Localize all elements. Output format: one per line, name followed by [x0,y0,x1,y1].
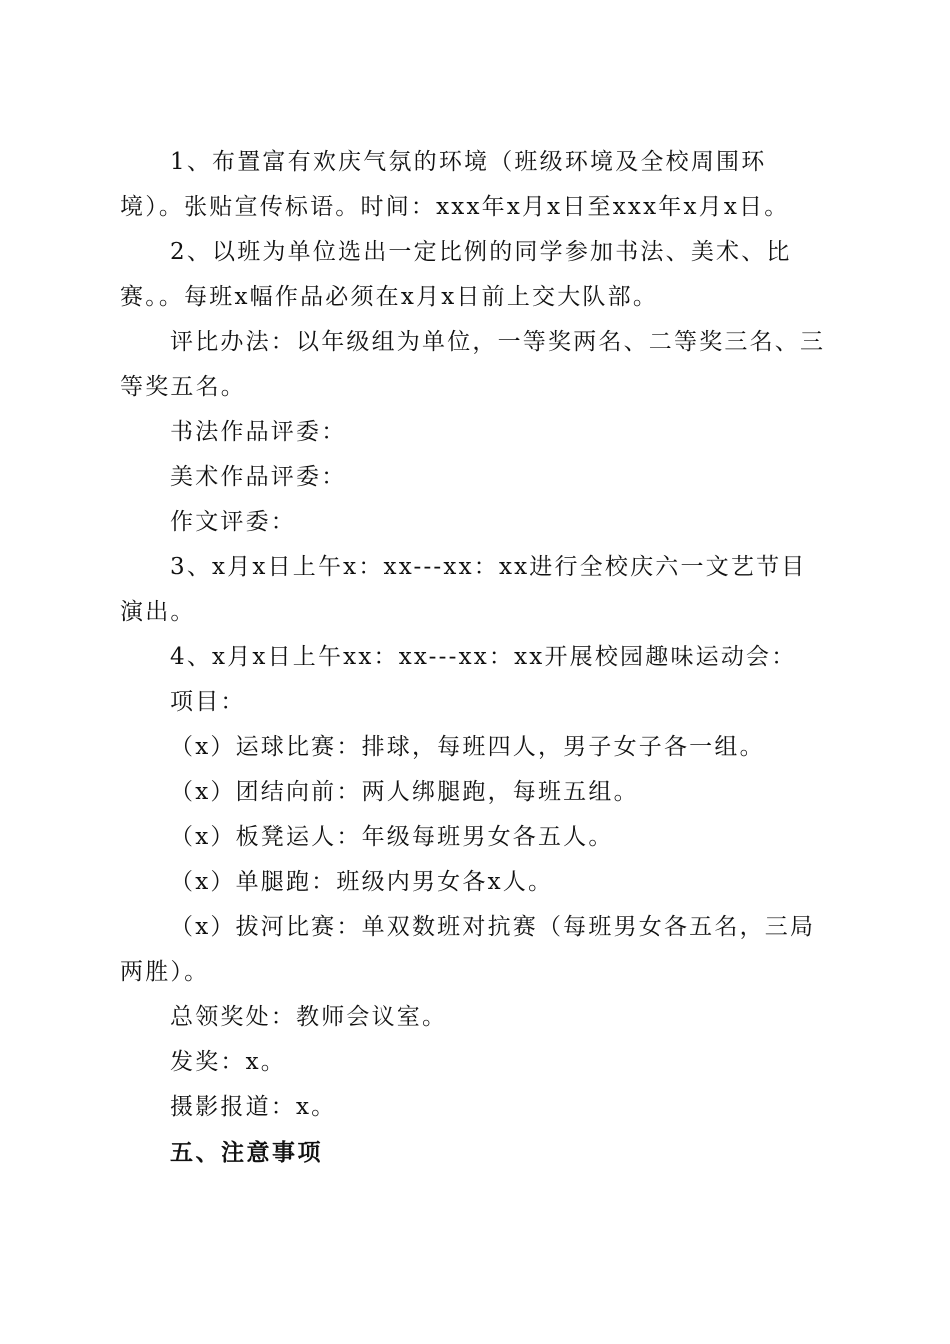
paragraph-sports-meet: 4、x月x日上午xx：xx---xx：xx开展校园趣味运动会： [170,644,797,670]
paragraph-events-label: 项目： [170,689,246,715]
list-item-dribble-race: （x）运球比赛：排球，每班四人，男子女子各一组。 [170,734,765,760]
paragraph-award-presenter: 发奖：x。 [170,1049,286,1075]
paragraph-decoration: 1、布置富有欢庆气氛的环境（班级环境及全校周围环境）。张贴宣传标语。时间：xxx年x月x日至xxx年x月x日。 [120,149,790,220]
list-item-one-leg-race: （x）单腿跑：班级内男女各x人。 [170,869,554,895]
paragraph-photography: 摄影报道：x。 [170,1094,337,1120]
paragraph-art-judges: 美术作品评委： [170,464,347,490]
list-item-bench-carry: （x）板凳运人：年级每班男女各五人。 [170,824,614,850]
paragraph-calligraphy-judges: 书法作品评委： [170,419,347,445]
section-heading: 五、注意事项 [170,1139,323,1166]
paragraph-essay-judges: 作文评委： [170,509,296,535]
list-item-tug-of-war: （x）拔河比赛：单双数班对抗赛（每班男女各五名，三局两胜）。 [120,914,816,985]
paragraph-judging-method: 评比办法：以年级组为单位，一等奖两名、二等奖三名、三等奖五名。 [120,329,826,400]
paragraph-art-contest: 2、以班为单位选出一定比例的同学参加书法、美术、比赛。。每班x幅作品必须在x月x日前上交大队部。 [120,239,792,310]
paragraph-award-office: 总领奖处：教师会议室。 [170,1004,448,1030]
list-item-three-legged-race: （x）团结向前：两人绑腿跑，每班五组。 [170,779,639,805]
paragraph-performance: 3、x月x日上午x：xx---xx：xx进行全校庆六一文艺节目演出。 [120,554,807,625]
